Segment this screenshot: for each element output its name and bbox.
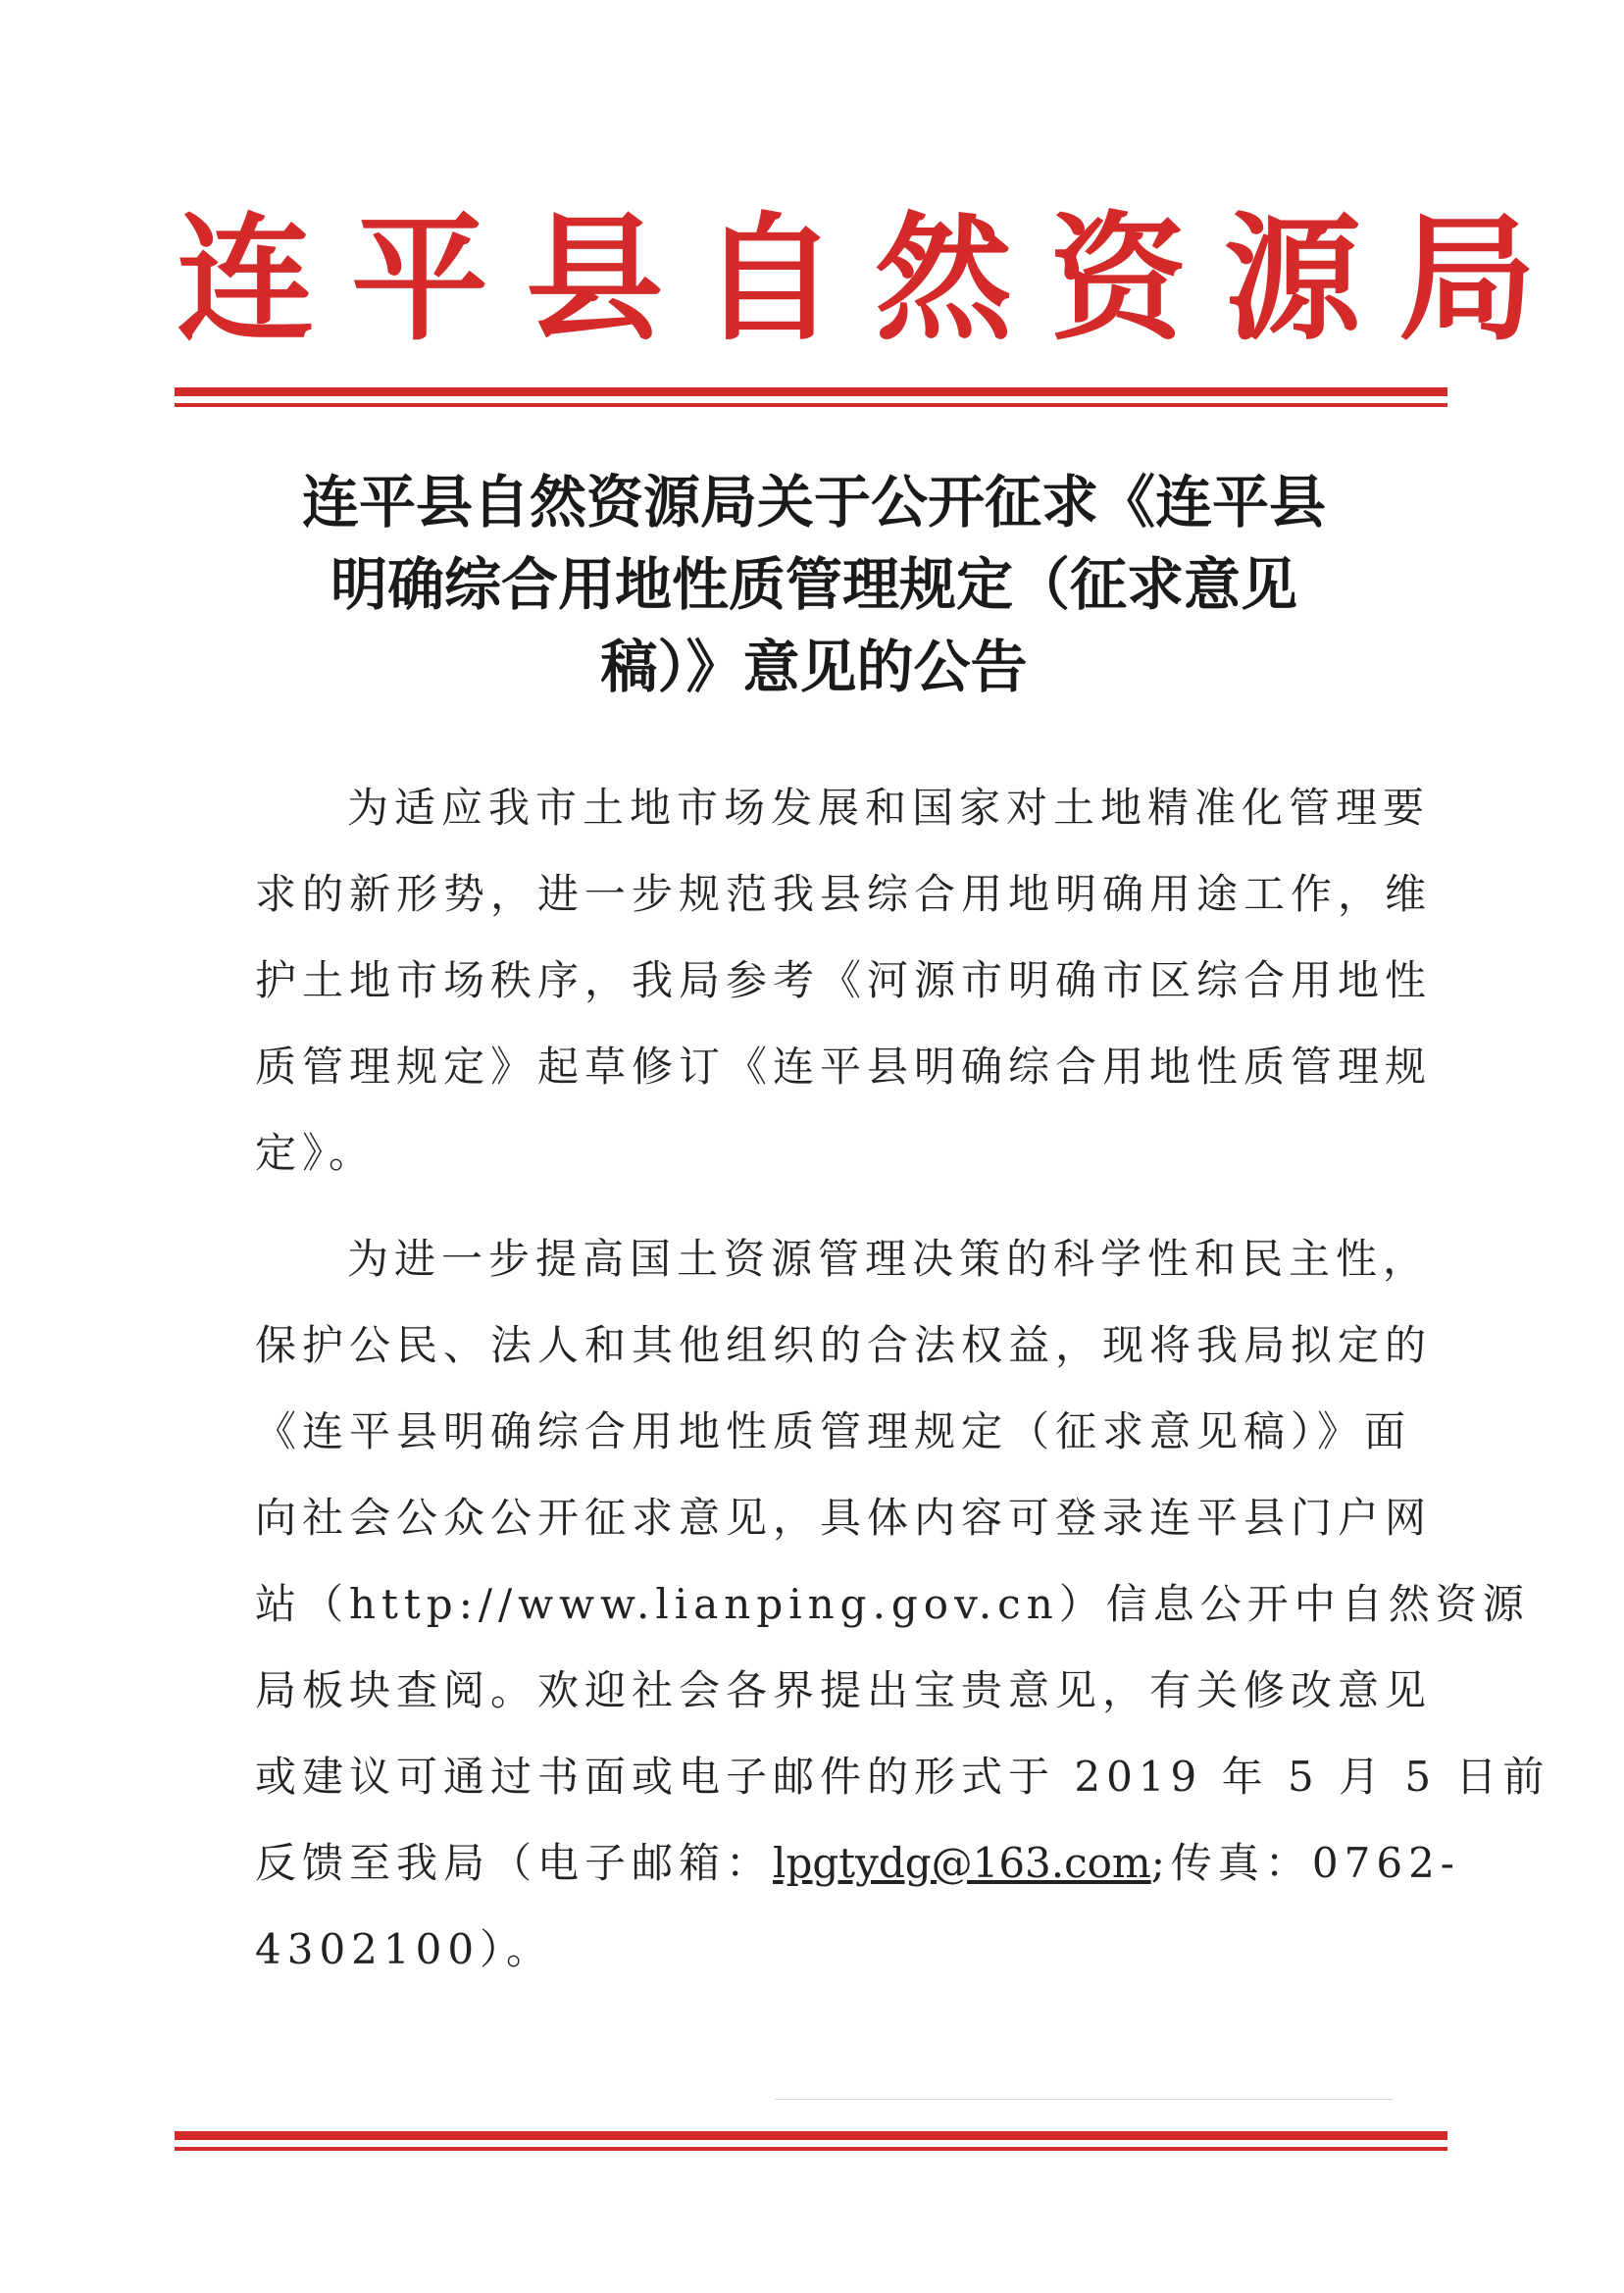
paragraph-line-contact bbox=[255, 1820, 1460, 1907]
paragraph-line: 《连平县明确综合用地性质管理规定（征求意见稿）》面 bbox=[255, 1407, 1412, 1455]
paragraph-line: 质管理规定》起草修订《连平县明确综合用地性质管理规 bbox=[255, 1043, 1433, 1091]
paragraph-line: 求的新形势，进一步规范我县综合用地明确用途工作，维 bbox=[255, 870, 1433, 918]
document-title bbox=[177, 461, 1451, 708]
paragraph-line: 保护公民、法人和其他组织的合法权益，现将我局拟定的 bbox=[255, 1321, 1433, 1369]
paragraph-line: 或建议可通过书面或电子邮件的形式于 2019 年 5 月 5 日前 bbox=[255, 1753, 1550, 1801]
contact-prefix: 反馈至我局（电子邮箱： bbox=[255, 1839, 774, 1887]
email-link[interactable]: lpgtydg@163.com bbox=[773, 1839, 1151, 1887]
masthead: 连平县自然资源局 bbox=[177, 199, 1574, 360]
title-line: 明确综合用地性质管理规定（征求意见 bbox=[330, 551, 1297, 618]
paragraph-line: 局板块查阅。欢迎社会各界提出宝贵意见，有关修改意见 bbox=[255, 1666, 1433, 1714]
masthead-rule-thick bbox=[175, 387, 1447, 396]
faint-divider bbox=[775, 2099, 1393, 2100]
paragraph-line: 站（http://www.lianping.gov.cn）信息公开中自然资源 bbox=[255, 1580, 1530, 1628]
paragraph-2 bbox=[255, 1216, 1550, 1993]
paragraph-line: 4302100）。 bbox=[255, 1925, 554, 1973]
paragraph-line: 护土地市场秩序，我局参考《河源市明确市区综合用地性 bbox=[255, 956, 1433, 1004]
footer-rule-thick bbox=[175, 2131, 1447, 2140]
paragraph-1 bbox=[255, 765, 1433, 1197]
contact-suffix: ;传真：0762- bbox=[1150, 1839, 1460, 1887]
masthead-rule-thin bbox=[175, 403, 1447, 407]
title-line: 连平县自然资源局关于公开征求《连平县 bbox=[301, 469, 1326, 535]
title-line: 稿）》意见的公告 bbox=[600, 634, 1028, 700]
paragraph-line: 定》。 bbox=[255, 1129, 377, 1177]
footer-rule-thin bbox=[175, 2147, 1447, 2151]
paragraph-line: 为进一步提高国土资源管理决策的科学性和民主性， bbox=[347, 1235, 1431, 1283]
paragraph-line: 向社会公众公开征求意见，具体内容可登录连平县门户网 bbox=[255, 1494, 1433, 1542]
paragraph-line: 为适应我市土地市场发展和国家对土地精准化管理要 bbox=[347, 784, 1431, 832]
